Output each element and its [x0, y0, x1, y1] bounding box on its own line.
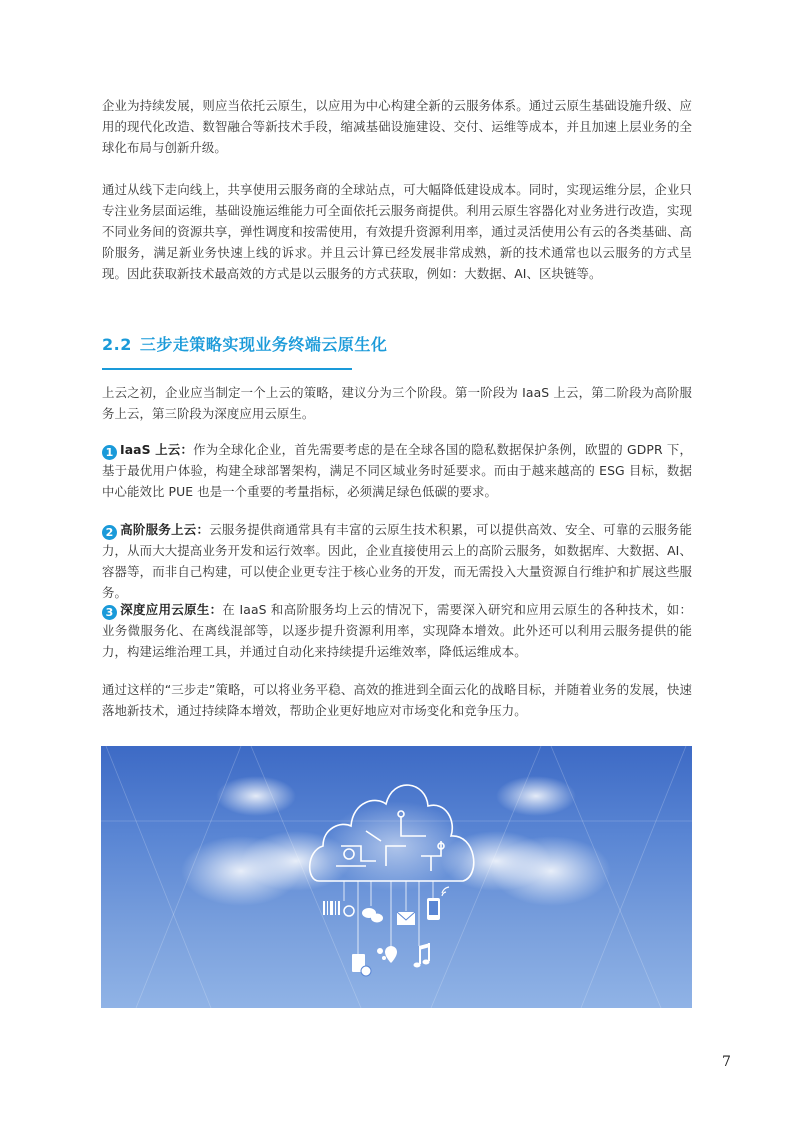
step-number-badge-icon: 2 — [102, 525, 117, 540]
clouds-left — [181, 776, 351, 906]
step-2-text: 云服务提供商通常具有丰富的云原生技术积累，可以提供高效、安全、可靠的云服务能力，从而大大提高业务开发和运行效率。因此，企业直接使用云上的高阶云服务，如数据库、大数据、AI、容器等，而非自己构建，可以使企业更专注于核心业务的开发，而无需投入大量资源自行维护和扩展这些服务。 — [102, 522, 692, 600]
step-1-text: 作为全球化企业，首先需要考虑的是在全球各国的隐私数据保护条例，欧盟的 GDPR 下，基于最优用户体验，构建全球部署架构，满足不同区域业务时延要求。而由于越来越高的 ESG 目标，数据中心能效比 PUE 也是一个重要的考量指标，必须满足绿色低碳的要求。 — [102, 442, 692, 499]
step-3-label: 深度应用云原生： — [120, 602, 223, 617]
step-1-paragraph — [102, 439, 692, 502]
section-number: 2.2 — [102, 335, 132, 354]
step-number-badge-icon: 3 — [102, 605, 117, 620]
step-3-text: 在 IaaS 和高阶服务均上云的情况下，需要深入研究和应用云原生的各种技术，如：业务微服务化、在离线混部等，以逐步提升资源利用率，实现降本增效。此外还可以利用云服务提供的能力，构建运维治理工具，并通过自动化来持续提升运维效率，降低运维成本。 — [102, 602, 692, 659]
step-number-badge-icon: 1 — [102, 445, 117, 460]
step-2-paragraph — [102, 519, 692, 603]
cloud-scene-graphic — [101, 746, 692, 1008]
step-3-paragraph — [102, 599, 692, 662]
page-number: 7 — [722, 1054, 731, 1070]
barcode-icon — [323, 901, 354, 916]
music-note-icon — [414, 943, 431, 968]
paragraph-cloud-native-intro: 企业为持续发展，则应当依托云原生，以应用为中心构建全新的云服务体系。通过云原生基础设施升级、应用的现代化改造、数智融合等新技术手段，缩减基础设施建设、交付、运维等成本，并且加速上层业务的全球化布局与创新升级。 — [102, 98, 692, 155]
smartphone-icon — [427, 887, 449, 920]
section-title: 三步走策略实现业务终端云原生化 — [139, 335, 388, 354]
step-2-label: 高阶服务上云： — [120, 522, 210, 537]
map-pin-icon — [377, 946, 397, 963]
step-1-label: IaaS 上云： — [120, 442, 194, 457]
document-check-icon — [352, 954, 371, 976]
envelope-icon — [397, 912, 415, 925]
section-heading — [102, 332, 387, 355]
paragraph-online-migration: 通过从线下走向线上，共享使用云服务商的全球站点，可大幅降低建设成本。同时，实现运维分层，企业只专注业务层面运维，基础设施运维能力可全面依托云服务商提供。利用云原生容器化对业务进行改造，实现不同业务间的资源共享，弹性调度和按需使用，有效提升资源利用率，通过灵活使用公有云的各类基础、高阶服务，满足新业务快速上线的诉求。并且云计算已经发展非常成熟，新的技术通常也以云服务的方式呈现。因此获取新技术最高效的方式是以云服务的方式获取，例如：大数据、AI、区块链等。 — [102, 182, 692, 281]
paragraph-conclusion: 通过这样的“三步走”策略，可以将业务平稳、高效的推进到全面云化的战略目标，并随着业务的发展，快速落地新技术，通过持续降本增效，帮助企业更好地应对市场变化和竞争压力。 — [102, 682, 692, 718]
cloud-circuit-illustration — [101, 746, 692, 1008]
paragraph-strategy-intro: 上云之初，企业应当制定一个上云的策略，建议分为三个阶段。第一阶段为 IaaS 上云，第二阶段为高阶服务上云，第三阶段为深度应用云原生。 — [102, 385, 692, 421]
chat-bubbles-icon — [362, 908, 383, 923]
section-heading-underline — [102, 368, 352, 370]
